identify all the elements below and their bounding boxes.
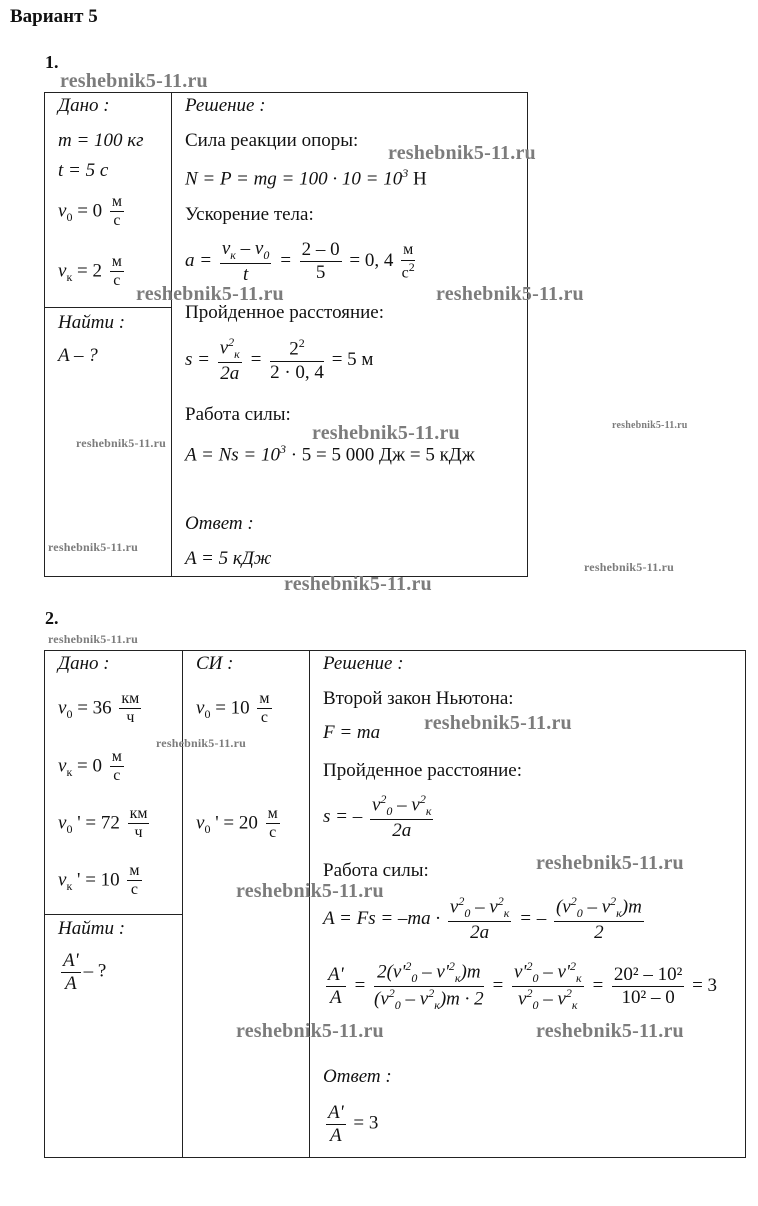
watermark: reshebnik5-11.ru	[60, 70, 208, 92]
p1-line-normal-force: N = P = mg = $100 \cdot 10 = 10^3$ Н	[185, 166, 427, 190]
problem-2-divider-1	[182, 650, 183, 1158]
p2-line-newton: F = ma	[323, 722, 381, 743]
p1-find-label: Найти :	[58, 312, 126, 333]
problem-2-divider-2	[309, 650, 310, 1158]
p2-answer: $\frac{A'}{A}$ = 3	[328, 1102, 379, 1146]
p2-si-label: СИ :	[196, 653, 234, 674]
p1-given-v0: $v_0 = 0$ $\frac{м}{с}$	[58, 193, 123, 230]
watermark: reshebnik5-11.ru	[48, 632, 138, 646]
p1-line-distance: s = $\frac{v^2_к}{2a}$ = $\frac{2^2}{2 \cdot 0, 4}$ = 5 м	[185, 335, 374, 384]
p2-find-label: Найти :	[58, 918, 126, 939]
watermark: reshebnik5-11.ru	[76, 436, 166, 450]
problem-1-given-divider	[44, 307, 172, 308]
watermark: reshebnik5-11.ru	[536, 852, 684, 874]
p2-line-distance: s = – $\frac{v^2_0 - v^2_к}{2a}$	[323, 792, 432, 841]
p1-given-vk: $v_к = 2$ $\frac{м}{с}$	[58, 253, 122, 290]
p1-given-label: Дано :	[58, 95, 110, 116]
problem-2-given-divider	[44, 914, 183, 915]
watermark: reshebnik5-11.ru	[236, 880, 384, 902]
p1-line-distance-title: Пройденное расстояние:	[185, 302, 385, 323]
p2-si-v0: $v_0 = 10$ $\frac{м}{с}$	[196, 690, 270, 727]
p2-solution-label: Решение :	[323, 653, 404, 674]
p1-find-value: A – ?	[58, 345, 98, 366]
p2-given-label: Дано :	[58, 653, 110, 674]
p2-answer-label: Ответ :	[323, 1066, 392, 1087]
p1-line-work-title: Работа силы:	[185, 404, 291, 425]
watermark: reshebnik5-11.ru	[156, 736, 246, 750]
p2-line-work: A = Fs = –ma · $\frac{v^2_0 - v^2_к}{2a}$ = – $\frac{(v^2_0 - v^2_к)m}{2}$	[323, 894, 642, 943]
p2-si-v0-prime: $v_0$ ' = 20 $\frac{м}{с}$	[196, 805, 278, 842]
watermark: reshebnik5-11.ru	[424, 712, 572, 734]
page-title: Вариант 5	[10, 6, 98, 27]
problem-1-divider	[171, 92, 172, 577]
watermark: reshebnik5-11.ru	[388, 142, 536, 164]
p2-given-v0: $v_0 = 36$ $\frac{км}{ч}$	[58, 690, 140, 727]
p1-answer: A = 5 кДж	[185, 548, 272, 569]
p2-line-distance-title: Пройденное расстояние:	[323, 760, 523, 781]
problem-2-number: 2.	[45, 608, 59, 628]
p2-find-value: $\frac{A'}{A}$ – ?	[63, 950, 107, 994]
watermark: reshebnik5-11.ru	[136, 283, 284, 305]
watermark: reshebnik5-11.ru	[284, 573, 432, 595]
watermark: reshebnik5-11.ru	[612, 420, 688, 431]
watermark: reshebnik5-11.ru	[236, 1020, 384, 1042]
problem-1-number: 1.	[45, 52, 59, 72]
watermark: reshebnik5-11.ru	[312, 422, 460, 444]
p2-line-newton-title: Второй закон Ньютона:	[323, 688, 514, 709]
p1-line-acceleration-title: Ускорение тела:	[185, 204, 314, 225]
watermark: reshebnik5-11.ru	[536, 1020, 684, 1042]
p1-line-acceleration: a = $\frac{v_к - v_0}{t}$ = $\frac{2 - 0}{5}$ = 0, 4 $\frac{м}{с^2}$	[185, 238, 415, 285]
p2-given-v0-prime: $v_0$ ' = 72 $\frac{км}{ч}$	[58, 805, 148, 842]
p2-line-work-title: Работа силы:	[323, 860, 429, 881]
watermark: reshebnik5-11.ru	[436, 283, 584, 305]
p1-line-work: $A = Ns = 10^3 \cdot 5 = 5$ 000 Дж = 5 кДж	[185, 442, 475, 466]
p1-given-t: t = 5 с	[58, 160, 109, 181]
p1-given-m: m = 100 кг	[58, 130, 144, 151]
p1-answer-label: Ответ :	[185, 513, 254, 534]
p2-given-vk-prime: $v_к$ ' = 10 $\frac{м}{с}$	[58, 862, 140, 899]
watermark: reshebnik5-11.ru	[48, 540, 138, 554]
watermark: reshebnik5-11.ru	[584, 560, 674, 574]
p1-line-reaction: Сила реакции опоры:	[185, 130, 359, 151]
p1-solution-label: Решение :	[185, 95, 266, 116]
p2-given-vk: $v_к = 0$ $\frac{м}{с}$	[58, 748, 122, 785]
p2-line-ratio: $\frac{A'}{A}$ = $\frac{2(v'^2_0 - v'^2_к)m}{(v^2_0 - v^2_к)m \cdot 2}$ = $\frac{v'^2_0 - v'^2_к}{v^2_0 - v^2_к}$ = $\frac{\text{20² – 10²}}{\text{10² – 0}}$ = 3	[328, 959, 718, 1013]
